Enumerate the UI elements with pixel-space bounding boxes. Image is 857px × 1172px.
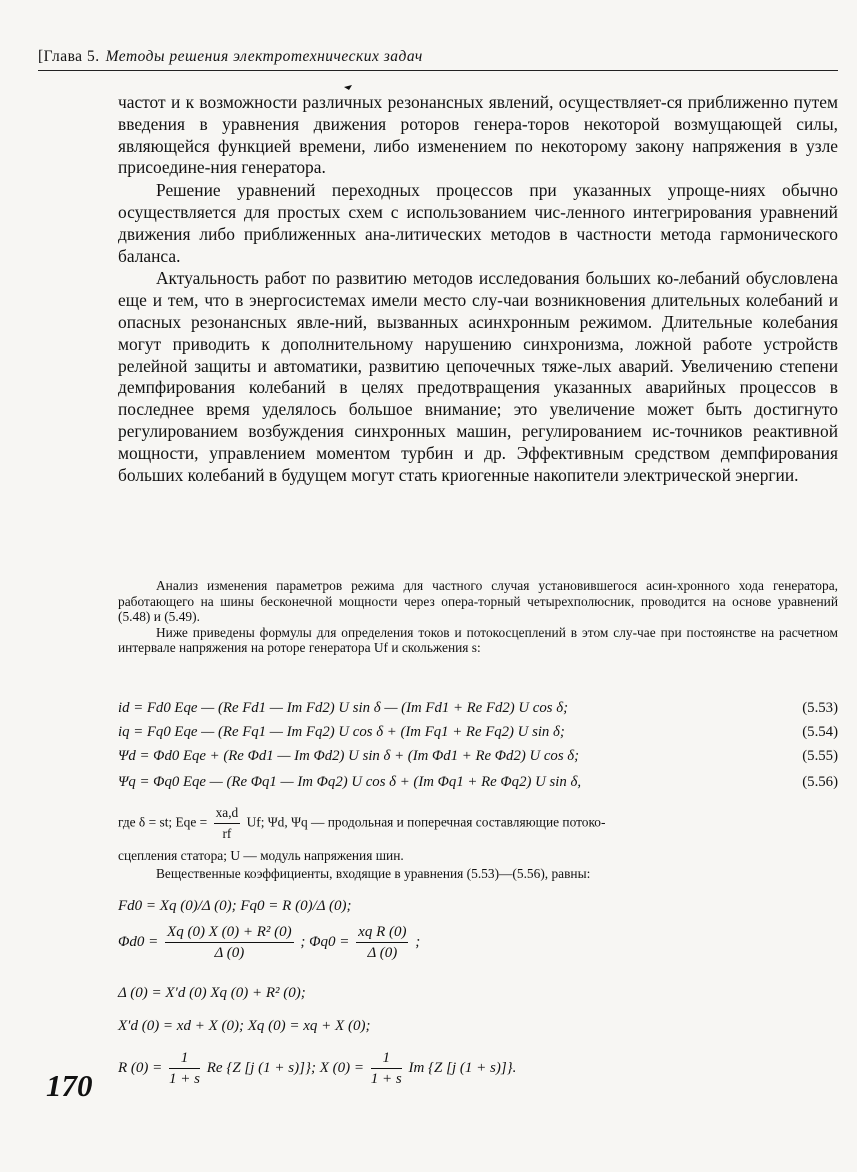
where-suffix: Uf; Ψd, Ψq — продольная и поперечная составляющие потоко- xyxy=(246,814,606,830)
where-line-3: Вещественные коэффициенты, входящие в уравнения (5.53)—(5.56), равны: xyxy=(156,866,591,881)
where-definition xyxy=(118,803,838,844)
small-paragraph-1: Анализ изменения параметров режима для частного случая установившегося асин-хронного хода генератора, работающего на шины бесконечной мощности через опера-торный четырехполюсник, проводится на основе уравнений (5.48) и (5.49). xyxy=(118,578,838,625)
where-prefix: где δ = st; Eqe = xyxy=(118,814,208,830)
r0-lhs: R (0) = xyxy=(118,1059,163,1076)
equation-number: (5.54) xyxy=(802,724,838,740)
equation-5-56 xyxy=(118,774,838,796)
equation-5-55 xyxy=(118,748,838,770)
eqe-numerator: xa,d xyxy=(214,803,241,824)
coefficient-xd: X′d (0) = xd + X (0); Xq (0) = xq + X (0); xyxy=(118,1018,371,1034)
phi-q0-numerator: xq R (0) xyxy=(356,922,408,943)
chapter-label: [Глава 5. xyxy=(38,48,100,65)
equation-5-53 xyxy=(118,700,838,722)
phi-d0-denominator: Δ (0) xyxy=(214,945,245,961)
where-line-2: сцепления статора; U — модуль напряжения шин. xyxy=(118,848,404,863)
r0-fraction xyxy=(169,1048,200,1089)
eqe-fraction xyxy=(214,803,241,844)
x0-numerator: 1 xyxy=(371,1048,402,1069)
equation-formula: Ψd = Φd0 Eqe + (Re Φd1 — Im Φd2) U sin δ + (Im Φd1 + Re Φd2) U cos δ; xyxy=(118,748,580,764)
equation-formula: Ψq = Φq0 Eqe — (Re Φq1 — Im Φq2) U cos δ + (Im Φq1 + Re Φq2) U sin δ, xyxy=(118,774,582,790)
x0-denominator: 1 + s xyxy=(370,1071,402,1087)
x0-fraction xyxy=(371,1048,402,1089)
chapter-title: Методы решения электротехнических задач xyxy=(105,48,423,65)
page-number: 170 xyxy=(46,1068,93,1103)
phi-q0-denominator: Δ (0) xyxy=(367,945,398,961)
eqe-denominator: rf xyxy=(222,826,232,841)
coefficient-r-x xyxy=(118,1048,516,1089)
paragraph-1: частот и к возможности различных резонансных явлений, осуществляет-ся приближенно путем введения в уравнения движения роторов генера-торов некоторой возмущающей силы, являющейся функцией времени, либо изменением по некоторому закону напряжения в узле присоедине-ния генератора. xyxy=(118,92,838,178)
coefficient-phi0 xyxy=(118,922,420,963)
phi-d0-lhs: Φd0 = xyxy=(118,933,159,950)
equation-number: (5.55) xyxy=(802,748,838,764)
equation-5-54 xyxy=(118,724,838,746)
equation-number: (5.56) xyxy=(802,774,838,790)
pen-mark-icon xyxy=(344,84,352,90)
r0-denominator: 1 + s xyxy=(169,1071,200,1087)
paragraph-3: Актуальность работ по развитию методов исследования больших ко-лебаний обусловлена еще и тем, что в энергосистемах имели место слу-чаи возникновения длительных колебаний и опасных резонансных явле-ний, вызванных асинхронным режимом. Длительные колебания могут приводить к дополнительному нарушению синхронизма, ложной работе устройств релейной защиты и автоматики, развитию цепочечных тяже-лых аварий. Увеличению степени демпфирования колебаний в целях предотвращения указанных аварийных процессов в последнее время уделялось большое внимание; это увеличение может быть достигнуто регулированием возбуждения синхронных машин, регулированием ис-точников реактивной мощности, управлением моментом турбин и др. Эффективным средством демпфирования больших колебаний в будущем могут стать криогенные накопители электрической энергии. xyxy=(118,268,838,485)
phi-end: ; xyxy=(415,933,421,950)
x0-lhs: Re {Z [j (1 + s)]}; X (0) = xyxy=(206,1059,364,1076)
equation-formula: id = Fd0 Eqe — (Re Fd1 — Im Fd2) U sin δ — (Im Fd1 + Re Fd2) U cos δ; xyxy=(118,700,569,716)
phi-q0-fraction xyxy=(356,922,408,963)
coefficient-delta: Δ (0) = X′d (0) Xq (0) + R² (0); xyxy=(118,985,306,1001)
header-rule xyxy=(38,70,838,71)
phi-d0-fraction xyxy=(165,922,294,963)
r0-numerator: 1 xyxy=(169,1048,200,1069)
running-header xyxy=(38,48,838,70)
equation-number: (5.53) xyxy=(802,700,838,716)
coefficient-f0: Fd0 = Xq (0)/Δ (0); Fq0 = R (0)/Δ (0); xyxy=(118,898,352,914)
phi-d0-numerator: Xq (0) X (0) + R² (0) xyxy=(165,922,294,943)
small-paragraph-2: Ниже приведены формулы для определения токов и потокосцеплений в этом слу-чае при постоянстве на расчетном интервале напряжения на роторе генератора Uf и скольжения s: xyxy=(118,624,838,656)
equation-formula: iq = Fq0 Eqe — (Re Fq1 — Im Fq2) U cos δ + (Im Fq1 + Re Fq2) U sin δ; xyxy=(118,724,565,740)
phi-q0-lhs: ; Φq0 = xyxy=(300,933,350,950)
body-text xyxy=(118,92,838,487)
paragraph-2: Решение уравнений переходных процессов при указанных упроще-ниях обычно осуществляется для простых схем с использованием чис-ленного интегрирования уравнений движения либо приближенных ана-литических методов в частности метода гармонического баланса. xyxy=(118,180,838,266)
x0-end: Im {Z [j (1 + s)]}. xyxy=(408,1059,517,1076)
small-text-block xyxy=(118,578,838,656)
